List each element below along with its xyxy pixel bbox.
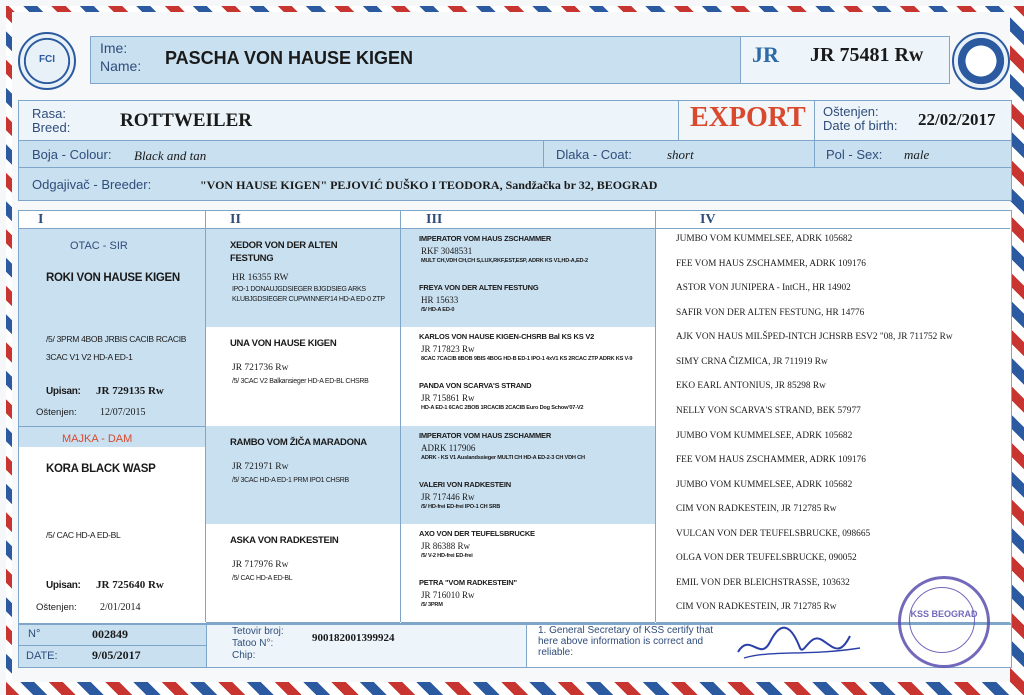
colour-value: Black and tan <box>134 148 207 163</box>
ancestor-text: JUMBO VOM KUMMELSEE, ADRK 105682 <box>676 234 853 244</box>
ancestor-cell <box>656 475 1010 501</box>
grandparent-cell <box>206 327 400 426</box>
great-grandparent-name: IMPERATOR VOM HAUS ZSCHAMMER <box>419 234 552 243</box>
grandparent-titles: /5/ 3CAC V2 Balkansieger HD-A ED-BL CHSRB <box>232 378 369 386</box>
great-grandparent-titles: MULT CH,VDH CH,CH S,LUX,RKF,EST,ESP, ADRK KS V1,HD-A,ED-2 <box>421 258 588 264</box>
ancestor-text: CIM VON RADKESTEIN, JR 712785 Rw <box>676 602 837 613</box>
great-grandparent-cell <box>401 573 655 623</box>
ancestor-text: JUMBO VOM KUMMELSEE, ADRK 105682 <box>676 430 853 441</box>
sire-upisan-label: Upisan: <box>46 386 81 397</box>
kss-logo-text: KSS <box>970 54 992 65</box>
grandparent-cell <box>206 524 400 623</box>
name-label-1: Ime: <box>100 40 128 56</box>
sire-name: ROKI VON HAUSE KIGEN <box>46 272 180 284</box>
ancestor-text: EMIL VON DER BLEICHSTRASSE, 103632 <box>676 577 850 588</box>
name-label-2: Name: <box>100 58 142 74</box>
date-value: 9/05/2017 <box>92 648 141 662</box>
breeder-label: Odgajivač - Breeder: <box>32 177 152 192</box>
column-header-1: I <box>38 212 44 227</box>
great-grandparent-reg: JR 86388 Rw <box>421 540 471 551</box>
sex-divider <box>814 140 815 167</box>
great-grandparent-name: IMPERATOR VOM HAUS ZSCHAMMER <box>419 430 552 440</box>
great-grandparent-cell <box>401 376 655 426</box>
breed-label-2: Breed: <box>32 120 71 135</box>
coat-label: Dlaka - Coat: <box>556 147 632 162</box>
ancestor-cell <box>656 401 1010 427</box>
ancestor-cell <box>656 303 1010 329</box>
grandparent-reg: JR 721971 Rw <box>232 461 289 472</box>
great-grandparent-titles: /5/ V-2 HD-frei ED-frei <box>421 552 473 559</box>
ancestor-text: SIMY CRNA ČIZMICA, JR 711919 Rw <box>676 356 828 367</box>
sire-title: OTAC - SIR <box>70 240 128 252</box>
breeder-value: "VON HAUSE KIGEN" PEJOVIĆ DUŠKO I TEODORA, Sandžačka br 32, BEOGRAD <box>200 178 658 192</box>
great-grandparent-reg: HR 15633 <box>421 295 459 306</box>
dam-name: KORA BLACK WASP <box>46 463 156 475</box>
great-grandparent-titles: HD-A ED-1 6CAC 2BOB 1RCACIB 2CACIB Euro Dog Schow'07-V2 <box>421 405 584 412</box>
export-stamp: EXPORT <box>690 102 806 133</box>
ancestor-cell <box>656 548 1010 574</box>
great-grandparent-name: PANDA VON SCARVA'S STRAND <box>419 381 532 391</box>
great-grandparent-cell <box>401 278 655 328</box>
ancestor-cell <box>656 229 1010 255</box>
colour-label: Boja - Colour: <box>32 147 112 162</box>
ancestor-cell <box>656 426 1010 452</box>
great-grandparent-reg: JR 717823 Rw <box>421 344 475 355</box>
sire-upisan: JR 729135 Rw <box>96 385 164 397</box>
great-grandparent-titles: /5/ HD-frei ED-frei IPO-1 CH SRB <box>421 503 501 510</box>
grandparent-reg: JR 721736 Rw <box>232 363 289 374</box>
great-grandparent-name: AXO VON DER TEUFELSBRUCKE <box>419 528 535 538</box>
great-grandparent-reg: RKF 3048531 <box>421 246 473 256</box>
great-grandparent-cell <box>401 327 655 377</box>
grandparent-titles: /5/ CAC HD-A ED-BL <box>232 574 293 582</box>
chip-value: 900182001399924 <box>312 632 395 644</box>
ancestor-text: JUMBO VOM KUMMELSEE, ADRK 105682 <box>676 479 853 490</box>
ancestor-cell <box>656 499 1010 525</box>
dog-name: PASCHA VON HAUSE KIGEN <box>165 48 414 68</box>
dam-title: MAJKA - DAM <box>62 433 133 445</box>
grandparent-reg: JR 717976 Rw <box>232 559 289 570</box>
great-grandparent-titles: ADRK - KS V1 Auslandssieger MULTI CH HD-A ED-2-3 CH VDH CH <box>421 454 585 461</box>
great-grandparent-titles: 8CAC 7CACIB 8BOB 9BIS 4BOG HD-B ED-1 IPO-1 4xV1 KS 2RCAC ZTP ADRK KS V-9 <box>421 356 633 363</box>
sire-titles: /5/ 3PRM 4BOB JRBIS CACIB RCACIB 3CAC V1 V2 HD-A ED-1 <box>46 334 187 362</box>
breed-label-1: Rasa: <box>32 106 66 121</box>
column-header-4: IV <box>700 212 716 227</box>
great-grandparent-name: VALERI VON RADKESTEIN <box>419 479 511 489</box>
dam-upisan: JR 725640 Rw <box>96 579 164 591</box>
breed-panel <box>18 100 680 142</box>
kss-stamp-text: KSS BEOGRAD <box>910 609 978 619</box>
registration-prefix: JR <box>752 42 779 67</box>
breed-value: ROTTWEILER <box>120 110 252 131</box>
great-grandparent-cell <box>401 229 655 279</box>
ancestor-text: SAFIR VON DER ALTEN FESTUNG, HR 14776 <box>676 307 865 318</box>
great-grandparent-cell <box>401 475 655 525</box>
great-grandparent-name: KARLOS VON HAUSE KIGEN-CHSRB Bal KS KS V2 <box>419 332 595 342</box>
ancestor-text: FEE VOM HAUS ZSCHAMMER, ADRK 109176 <box>676 455 866 466</box>
dam-ostenjen: 2/01/2014 <box>100 602 141 613</box>
fci-logo-text: FCI <box>38 54 56 65</box>
ancestor-text: EKO EARL ANTONIUS, JR 85298 Rw <box>676 381 826 392</box>
chip-label: Chip: <box>232 650 256 661</box>
fci-logo-icon <box>18 32 76 90</box>
number-label: N° <box>28 628 41 640</box>
date-label: DATE: <box>26 650 58 662</box>
kss-logo-icon <box>952 32 1010 90</box>
tattoo-label-2: Tatoo N°: <box>232 638 274 649</box>
sire-ostenjen-label: Oštenjen: <box>36 407 77 418</box>
dam-ostenjen-label: Oštenjen: <box>36 602 77 613</box>
great-grandparent-reg: JR 715861 Rw <box>421 393 475 404</box>
grandparent-name: XEDOR VON DER ALTEN FESTUNG <box>230 240 338 264</box>
great-grandparent-cell <box>401 524 655 574</box>
grandparent-name: RAMBO VOM ŽIČA MARADONA <box>230 436 367 448</box>
grandparent-cell <box>206 229 400 328</box>
ancestor-cell <box>656 327 1010 353</box>
ancestor-cell <box>656 254 1010 280</box>
grandparent-titles: IPO-1 DONAUJGDSIEGER BJGDSIEG ARKS KLUBJGDSIEGER CUPWINNER'14 HD-A ED-0 ZTP <box>232 286 385 303</box>
column-header-2: II <box>230 212 241 227</box>
coat-divider <box>543 140 544 167</box>
ancestor-text: VULCAN VON DER TEUFELSBRUCKE, 098665 <box>676 528 871 539</box>
ancestor-cell <box>656 524 1010 550</box>
great-grandparent-name: PETRA "VOM RADKESTEIN" <box>419 577 517 587</box>
grandparent-titles: /5/ 3CAC HD-A ED-1 PRM IPO1 CHSRB <box>232 476 349 484</box>
grandparent-name: ASKA VON RADKESTEIN <box>230 534 339 546</box>
dob-label-1: Oštenjen: <box>823 104 879 119</box>
grandparent-name: UNA VON HAUSE KIGEN <box>230 338 337 350</box>
ancestor-cell <box>656 278 1010 304</box>
dam-upisan-label: Upisan: <box>46 580 81 591</box>
number-value: 002849 <box>92 627 128 641</box>
grandparent-cell <box>206 426 400 525</box>
kss-stamp-icon <box>898 576 990 668</box>
certify-text: 1. General Secretary of KSS certify that here above information is correct and reliable: <box>538 625 714 658</box>
sex-value: male <box>904 147 930 162</box>
great-grandparent-reg: JR 716010 Rw <box>421 589 475 600</box>
ancestor-text: AJK VON HAUS MILŠPED-INTCH JCHSRB ESV2 "08, JR 711752 Rw <box>676 332 953 343</box>
ancestor-text: CIM VON RADKESTEIN, JR 712785 Rw <box>676 504 837 515</box>
great-grandparent-titles: /5/ HD-A ED-0 <box>421 307 455 314</box>
signature-icon <box>730 612 870 668</box>
great-grandparent-cell <box>401 426 655 476</box>
registration-number: JR 75481 Rw <box>810 44 924 66</box>
ancestor-text: FEE VOM HAUS ZSCHAMMER, ADRK 109176 <box>676 258 866 269</box>
dob-value: 22/02/2017 <box>918 110 996 129</box>
ancestor-text: NELLY VON SCARVA'S STRAND, BEK 57977 <box>676 405 861 416</box>
sire-ostenjen: 12/07/2015 <box>100 407 146 418</box>
grandparent-reg: HR 16355 RW <box>232 273 289 283</box>
ancestor-text: ASTOR VON JUNIPERA - IntCH., HR 14902 <box>676 283 851 294</box>
sex-label: Pol - Sex: <box>826 147 883 162</box>
ancestor-cell <box>656 352 1010 378</box>
great-grandparent-reg: JR 717446 Rw <box>421 491 475 502</box>
great-grandparent-titles: /5/ 3PRM <box>421 601 443 608</box>
coat-value: short <box>667 147 694 162</box>
dob-label-2: Date of birth: <box>823 118 898 133</box>
great-grandparent-reg: ADRK 117906 <box>421 442 476 453</box>
great-grandparent-name: FREYA VON DER ALTEN FESTUNG <box>419 283 539 293</box>
dam-titles: /5/ CAC HD-A ED-BL <box>46 530 121 540</box>
column-header-3: III <box>426 212 443 227</box>
ancestor-cell <box>656 376 1010 402</box>
ancestor-text: OLGA VON DER TEUFELSBRUCKE, 090052 <box>676 553 857 564</box>
ancestor-cell <box>656 450 1010 476</box>
footer-divider <box>18 645 206 646</box>
tattoo-label-1: Tetovir broj: <box>232 626 284 637</box>
